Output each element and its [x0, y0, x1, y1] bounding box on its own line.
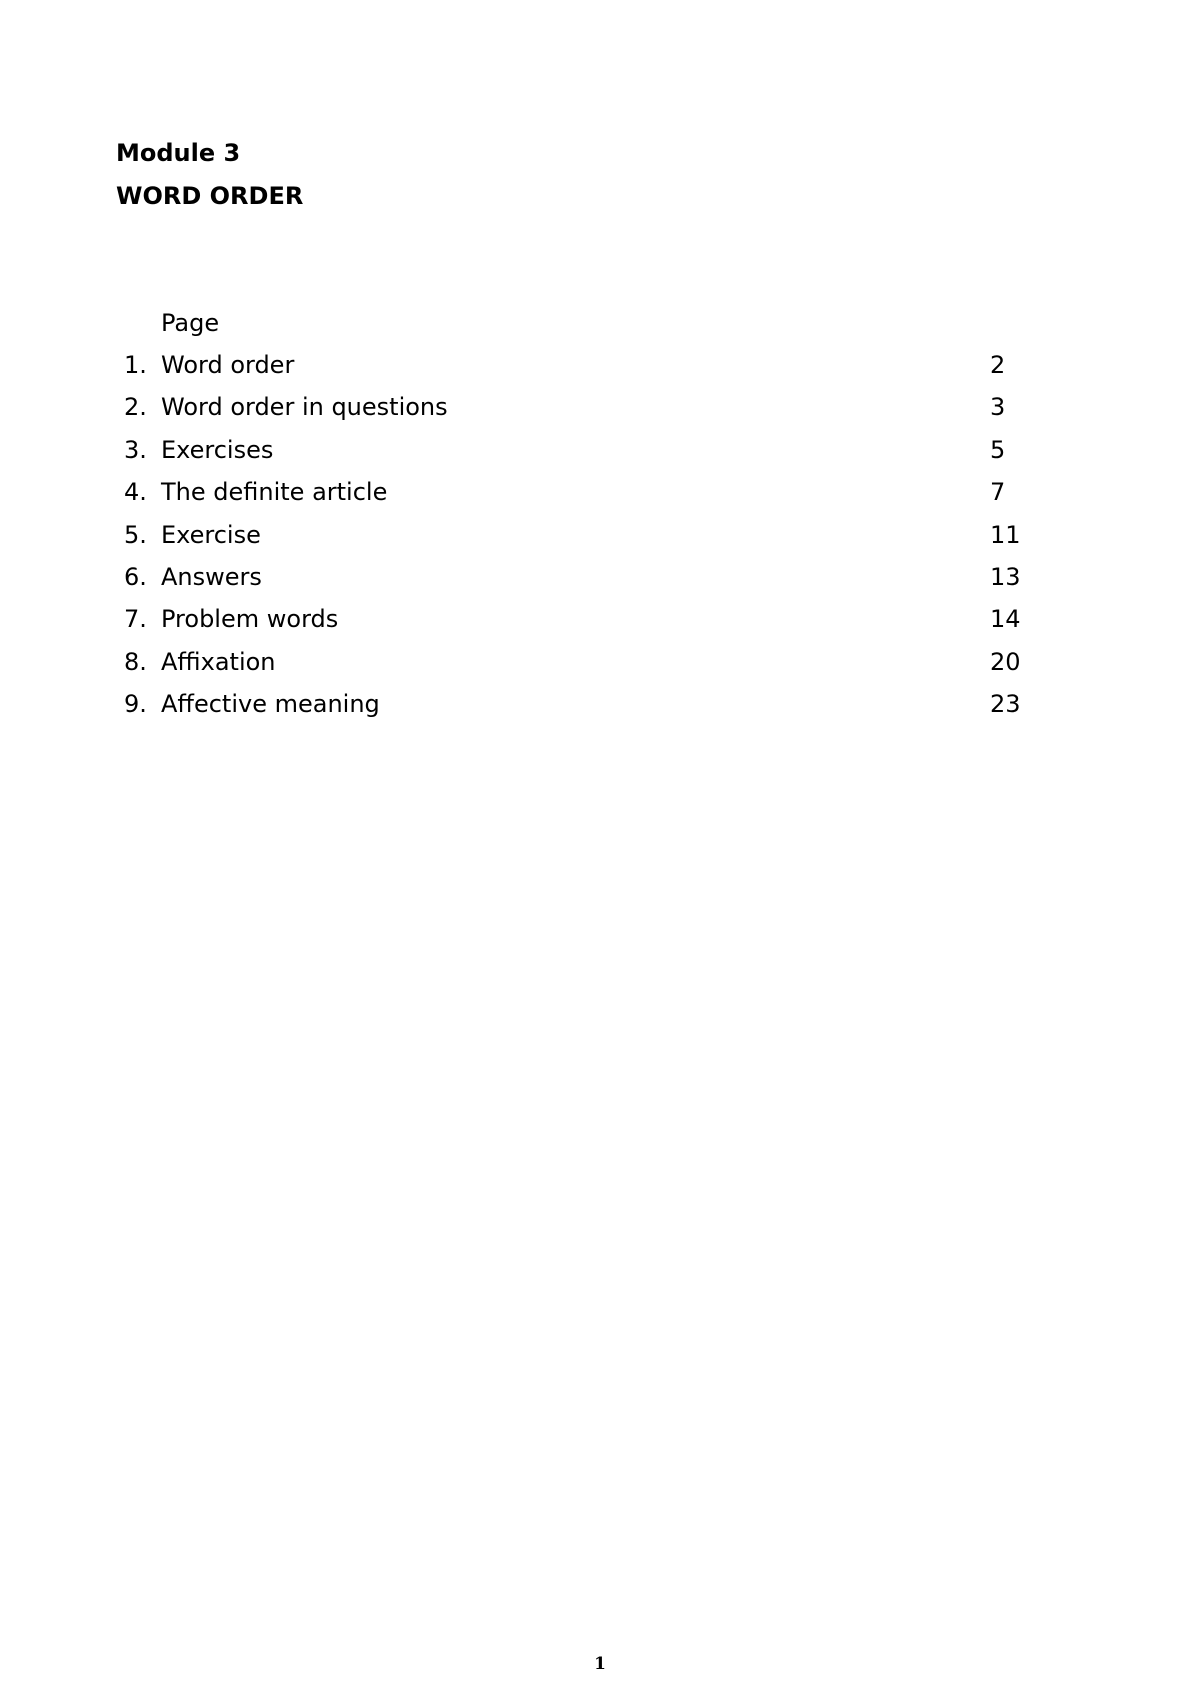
- toc-item-page: 14: [990, 605, 1021, 634]
- table-of-contents: [116, 308, 1036, 732]
- toc-item-label: Word order: [161, 351, 295, 379]
- page-number: 1: [594, 1654, 606, 1674]
- toc-item-number: 4.: [124, 478, 147, 507]
- toc-item-label: Exercise: [161, 520, 261, 549]
- toc-row: [116, 520, 1036, 562]
- toc-item-page: 7: [990, 478, 1006, 507]
- toc-item-label: Affixation: [161, 647, 276, 676]
- toc-row: [116, 647, 1036, 689]
- toc-item-number: 5.: [124, 520, 147, 549]
- toc-row: [116, 392, 1036, 434]
- toc-item-label: The definite article: [161, 478, 388, 507]
- toc-item-page: 13: [990, 562, 1021, 591]
- toc-item-page: 11: [990, 520, 1021, 549]
- toc-item-label: Exercises: [161, 435, 274, 464]
- toc-row: [116, 477, 1036, 519]
- toc-item-number: 9.: [124, 690, 147, 719]
- toc-item-label: Problem words: [161, 605, 339, 634]
- toc-item-page: 5: [990, 435, 1006, 464]
- toc-item-label: Affective meaning: [161, 690, 380, 719]
- toc-item-number: 1.: [124, 351, 147, 379]
- module-title: Module 3: [116, 139, 241, 167]
- toc-item-label: Answers: [161, 562, 262, 591]
- toc-item-label: Word order in questions: [161, 393, 448, 422]
- toc-item-page: 3: [990, 393, 1006, 422]
- toc-row: [116, 604, 1036, 646]
- toc-item-page: 2: [990, 351, 1006, 379]
- toc-page-header: Page: [161, 309, 220, 337]
- toc-item-page: 23: [990, 690, 1021, 719]
- toc-item-number: 2.: [124, 393, 147, 422]
- toc-item-page: 20: [990, 647, 1021, 676]
- toc-row: [116, 435, 1036, 477]
- toc-item-number: 3.: [124, 435, 147, 464]
- module-subtitle: WORD ORDER: [116, 182, 304, 210]
- toc-item-number: 7.: [124, 605, 147, 634]
- toc-item-number: 6.: [124, 562, 147, 591]
- toc-row: [116, 689, 1036, 731]
- toc-row: [116, 350, 1036, 392]
- toc-row: [116, 562, 1036, 604]
- toc-item-number: 8.: [124, 647, 147, 676]
